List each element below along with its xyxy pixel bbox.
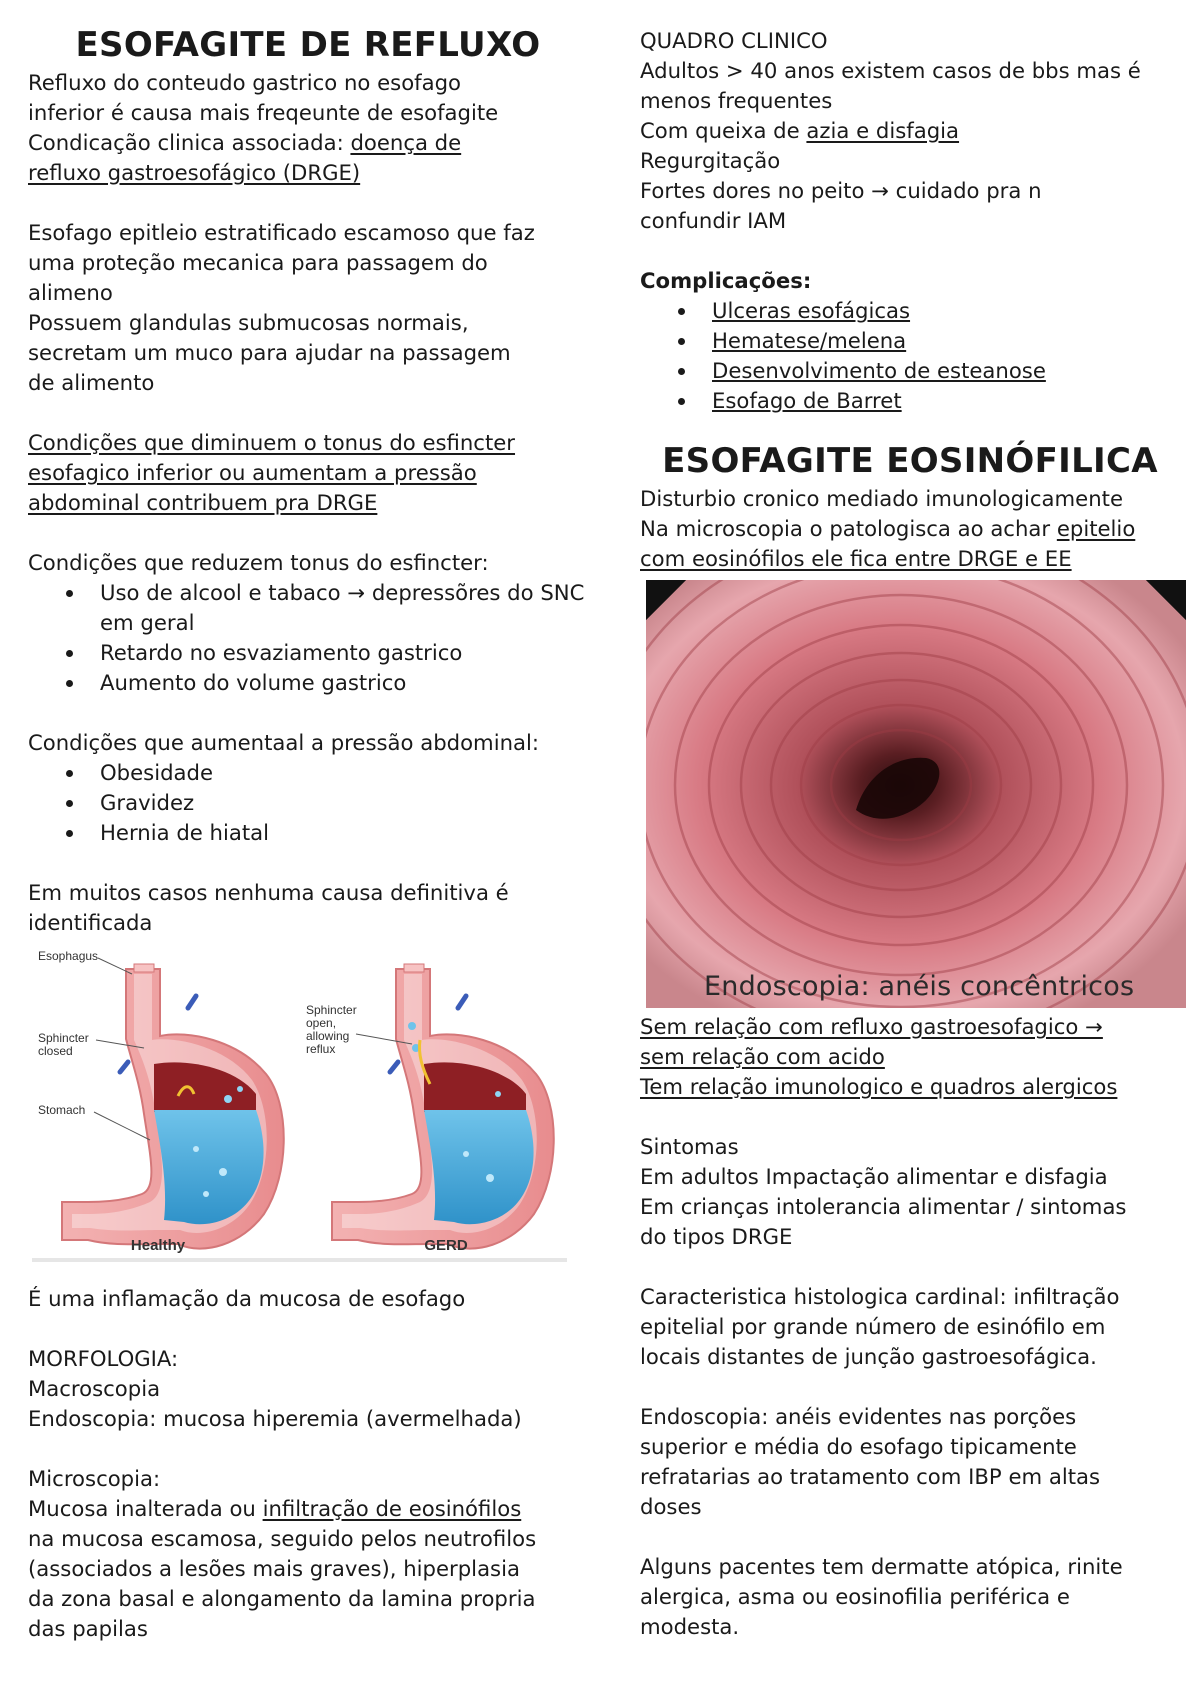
clinical-line: Fortes dores no peito → cuidado pra n	[640, 178, 1042, 203]
complications-list	[640, 296, 1180, 416]
intro-line: Condicação clinica associada: doença de	[28, 130, 462, 155]
epithelium-line: Possuem glandulas submucosas normais,	[28, 310, 469, 335]
no-cause-line: Em muitos casos nenhuma causa definitiva é	[28, 880, 509, 905]
intro-line	[28, 158, 588, 188]
patients-line: Alguns pacentes tem dermatte atópica, rinite	[640, 1554, 1123, 1579]
no-cause-line: identificada	[28, 910, 153, 935]
histology-line: Caracteristica histologica cardinal: infiltração	[640, 1284, 1120, 1309]
left-column	[28, 22, 588, 1644]
complications-heading: Complicações:	[640, 268, 812, 293]
microscopia-line: da zona basal e alongamento da lamina propria	[28, 1586, 536, 1611]
gerd-stomach	[332, 964, 554, 1249]
epithelium-line: Esofago epitleio estratificado escamoso que faz	[28, 220, 535, 245]
endoscopy-line: refratarias ao tratamento com IBP em altas	[640, 1464, 1101, 1489]
inflammation-line: É uma inflamação da mucosa de esofago	[28, 1286, 466, 1311]
patients-line: alergica, asma ou eosinofilia periférica e	[640, 1584, 1070, 1609]
list-item: Gravidez	[100, 788, 588, 818]
caption-healthy: Healthy	[130, 1237, 186, 1254]
conditions-underlined: abdominal contribuem pra DRGE	[28, 490, 378, 515]
microscopia-line: (associados a lesões mais graves), hiperplasia	[28, 1556, 520, 1581]
endoscopia-line: Endoscopia: mucosa hiperemia (avermelhada)	[28, 1406, 522, 1431]
epithelium-line: alimeno	[28, 280, 113, 305]
clinical-line: Adultos > 40 anos existem casos de bbs mas é	[640, 58, 1141, 83]
clinical-line: Regurgitação	[640, 148, 781, 173]
epithelium-line: de alimento	[28, 370, 155, 395]
clinical-heading: QUADRO CLINICO	[640, 28, 828, 53]
clinical-line: menos frequentes	[640, 88, 833, 113]
histology-line: epitelial por grande número de esinófilo em	[640, 1314, 1106, 1339]
intro-line: Refluxo do conteudo gastrico no esofago	[28, 70, 462, 95]
morphology-heading: MORFOLOGIA:	[28, 1346, 179, 1371]
epithelium-line: secretam um muco para ajudar na passagem	[28, 340, 511, 365]
drge-link: doença de	[350, 130, 462, 155]
title-esofagite-eosinofilica: ESOFAGITE EOSINÓFILICA	[662, 441, 1158, 481]
stomach-gerd-diagram	[28, 944, 573, 1284]
endoscopy-rings-graphic	[646, 580, 1186, 1008]
list-item: Obesidade	[100, 758, 588, 788]
list-item: Hernia de hiatal	[100, 818, 588, 848]
symptoms-heading: Sintomas	[640, 1134, 739, 1159]
label-sphincter-closed: Sphincter	[38, 1031, 89, 1045]
microscopia-line: das papilas	[28, 1616, 148, 1641]
eo-line: Na microscopia o patologisca ao achar epitelio	[640, 516, 1136, 541]
list-item: Hematese/melena	[712, 326, 1180, 356]
symptoms-line: do tipos DRGE	[640, 1224, 793, 1249]
list-item: Desenvolvimento de esteanose	[712, 356, 1180, 386]
relation-line: sem relação com acido	[640, 1044, 885, 1069]
increase-pressure-list	[28, 758, 588, 848]
microscopia-line: na mucosa escamosa, seguido pelos neutrofilos	[28, 1526, 537, 1551]
drge-link: refluxo gastroesofágico (DRGE)	[28, 160, 361, 185]
svg-text:allowing: allowing	[306, 1029, 350, 1043]
conditions-underlined: esofagico inferior ou aumentam a pressão	[28, 460, 477, 485]
relation-line: Sem relação com refluxo gastroesofagico →	[640, 1014, 1103, 1039]
macroscopia-line: Macroscopia	[28, 1376, 161, 1401]
caption-gerd: GERD	[424, 1237, 468, 1254]
epithelium-line: uma proteção mecanica para passagem do	[28, 250, 488, 275]
endoscopy-line: superior e média do esofago tipicamente	[640, 1434, 1077, 1459]
healthy-stomach	[62, 964, 284, 1249]
clinical-line: Com queixa de azia e disfagia	[640, 118, 960, 143]
microscopia-heading: Microscopia:	[28, 1466, 161, 1491]
label-esophagus: Esophagus	[38, 949, 99, 963]
endoscopy-image	[646, 580, 1186, 1008]
list-item: Retardo no esvaziamento gastrico	[100, 638, 588, 668]
clinical-line: confundir IAM	[640, 208, 787, 233]
endoscopy-line: Endoscopia: anéis evidentes nas porções	[640, 1404, 1077, 1429]
reduce-tonus-list	[28, 578, 588, 698]
intro-line: inferior é causa mais freqeunte de esofagite	[28, 100, 499, 125]
symptoms-line: Em adultos Impactação alimentar e disfagia	[640, 1164, 1108, 1189]
label-stomach: Stomach	[38, 1103, 86, 1117]
reduce-tonus-heading: Condições que reduzem tonus do esfincter:	[28, 550, 489, 575]
symptoms-line: Em crianças intolerancia alimentar / sintomas	[640, 1194, 1127, 1219]
endoscopy-line: doses	[640, 1494, 702, 1519]
eo-line: Disturbio cronico mediado imunologicamente	[640, 486, 1123, 511]
relation-line: Tem relação imunologico e quadros alergicos	[640, 1074, 1118, 1099]
list-item: Aumento do volume gastrico	[100, 668, 588, 698]
svg-text:open,: open,	[306, 1016, 337, 1030]
increase-pressure-heading: Condições que aumentaal a pressão abdominal:	[28, 730, 540, 755]
list-item: Ulceras esofágicas	[712, 296, 1180, 326]
svg-text:closed: closed	[38, 1044, 73, 1058]
label-sphincter-open: Sphincter	[306, 1003, 357, 1017]
eo-line: com eosinófilos ele fica entre DRGE e EE	[640, 546, 1072, 571]
conditions-underlined: Condições que diminuem o tonus do esfincter	[28, 430, 516, 455]
svg-text:reflux: reflux	[306, 1042, 336, 1056]
list-item: Esofago de Barret	[712, 386, 1180, 416]
patients-line: modesta.	[640, 1614, 740, 1639]
right-column	[640, 26, 1180, 1642]
histology-line: locais distantes de junção gastroesofágica.	[640, 1344, 1097, 1369]
title-esofagite-refluxo: ESOFAGITE DE REFLUXO	[75, 25, 541, 65]
microscopia-line: Mucosa inalterada ou infiltração de eosinófilos	[28, 1496, 522, 1521]
endoscopy-caption: Endoscopia: anéis concêntricos	[704, 971, 1135, 1002]
list-item: Uso de alcool e tabaco → depressõres do SNC em geral	[100, 578, 588, 638]
